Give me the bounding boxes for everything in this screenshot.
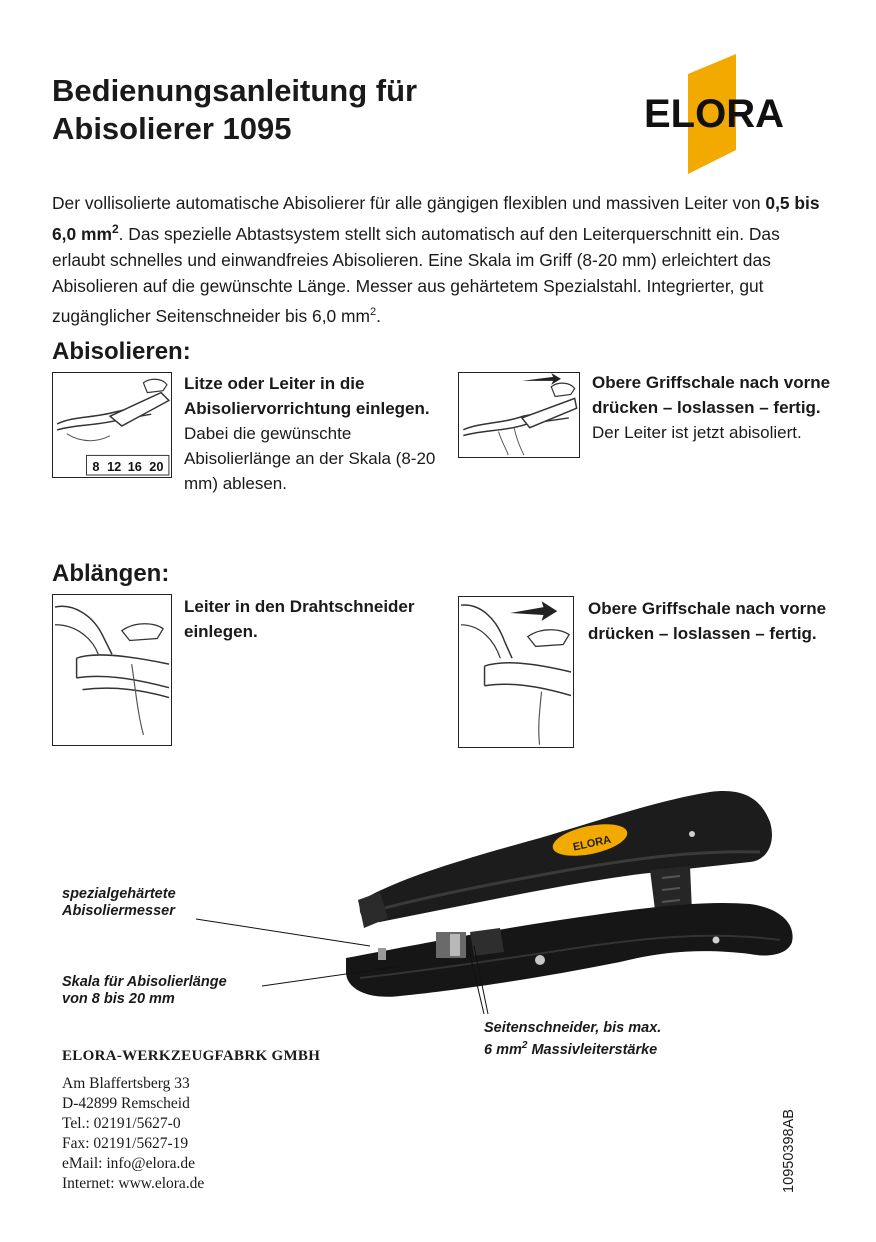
intro-end-sup: 2 [370,305,377,318]
callout-blades [62,886,176,920]
section-heading-abisolieren: Abisolieren: [52,338,191,365]
caption-abisolieren-step1-text: Dabei die gewünschte Abisolierlänge an der Skala (8-20 mm) ablesen. [184,424,436,493]
callout-scale-line1: Skala für Abisolierlänge [62,974,227,990]
address-fax: Fax: 02191/5627-19 [62,1135,189,1152]
section-heading-ablaengen: Ablängen: [52,560,170,587]
callout-cutter-line2a: 6 mm [484,1041,522,1058]
address-city: D-42899 Remscheid [62,1095,190,1112]
scale-label-20: 20 [149,459,164,475]
scale-label-16: 16 [127,459,142,475]
caption-abisolieren-step2-bold: Obere Griffschale nach vorne drücken – loslassen – fertig. [592,373,831,417]
illustration-press-cutter [458,596,574,748]
callout-scale [62,974,227,1008]
caption-ablaengen-step2 [588,596,828,646]
intro-paragraph [52,190,822,329]
caption-abisolieren-step1-bold: Litze oder Leiter in die Abisoliervorrichtung einlegen. [184,374,430,418]
caption-abisolieren-step2 [592,370,832,445]
illustration-insert-wire [52,372,172,478]
callout-cutter-line2b: Massivleiterstärke [527,1041,658,1058]
intro-range: 0,5 bis 6,0 mm [52,193,820,244]
address-website: Internet: www.elora.de [62,1175,205,1192]
company-name: ELORA-WERKZEUGFABRK GMBH [62,1048,321,1064]
callout-side-cutter [484,1020,661,1059]
address-street: Am Blaffertsberg 33 [62,1075,190,1092]
caption-abisolieren-step1 [184,371,446,496]
title-line-1: Bedienungsanleitung für [52,73,418,108]
illustration-insert-cutter [52,594,172,746]
callout-blades-line2: Abisoliermesser [62,903,175,919]
intro-range-sup: 2 [111,222,119,236]
scale-label-8: 8 [92,459,100,475]
callout-cutter-sup: 2 [521,1040,528,1051]
page-title [52,72,572,148]
illustration-press-handle [458,372,580,458]
intro-part-1: Der vollisolierte automatische Abisolierer für alle gängigen flexiblen und massiven Leiter von [52,193,766,213]
scale-label-12: 12 [107,459,122,475]
logo-text: ELORA [644,92,784,136]
caption-ablaengen-step2-bold: Obere Griffschale nach vorne drücken – loslassen – fertig. [588,599,827,643]
document-number: 10950398AB [781,1109,797,1193]
title-line-2: Abisolierer 1095 [52,111,292,146]
intro-end: . [376,305,382,326]
company-address [62,1074,204,1194]
address-phone: Tel.: 02191/5627-0 [62,1115,181,1132]
address-email: eMail: info@elora.de [62,1155,196,1172]
callout-cutter-line1: Seitenschneider, bis max. [484,1020,662,1036]
elora-logo [640,52,800,176]
caption-abisolieren-step2-text: Der Leiter ist jetzt abisoliert. [592,423,802,442]
caption-ablaengen-step1 [184,594,446,644]
callout-blades-line1: spezialgehärtete [62,886,176,902]
tool-product-image [340,782,800,1022]
intro-part-2: . Das spezielle Abtastsystem stellt sich automatisch auf den Leiterquerschnitt ein. Das erlaubt schnelles und einwandfreies Abisolieren. Eine Skala im Griff (8-20 mm) erleichtert das Abisolieren auf die gewünschte Länge. Messer aus gehärtetem Spezialstahl. Integrierter, gut zugänglicher Seitenschneider bis 6,0 mm [52,223,780,326]
callout-scale-line2: von 8 bis 20 mm [62,991,175,1007]
tool-label-logo: ELORA [571,833,613,854]
caption-ablaengen-step1-bold: Leiter in den Drahtschneider einlegen. [184,597,415,641]
